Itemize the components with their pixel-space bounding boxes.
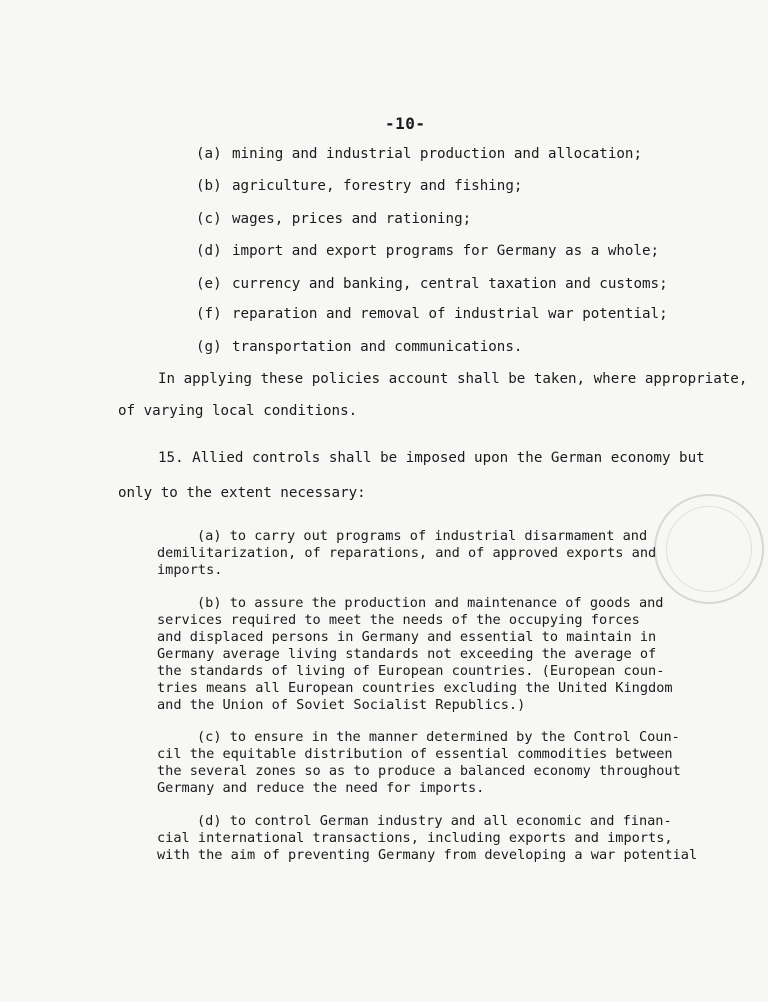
list-letter: (a)	[196, 146, 222, 162]
list-text: agriculture, forestry and fishing;	[232, 178, 523, 194]
subsection-c-line: the several zones so as to produce a balanced economy throughout	[157, 763, 681, 779]
list-letter: (e)	[196, 276, 222, 292]
list-letter: (d)	[196, 243, 222, 259]
subsection-b-line: tries means all European countries excluding the United Kingdom	[157, 680, 673, 696]
list-letter: (g)	[196, 339, 222, 355]
list-text: wages, prices and rationing;	[232, 211, 472, 227]
list-letter: (b)	[196, 178, 222, 194]
list-item	[196, 243, 659, 259]
subsection-b-line: Germany average living standards not exceeding the average of	[157, 646, 657, 662]
subsection-b-line: (b) to assure the production and maintenance of goods and	[197, 595, 664, 611]
list-item	[196, 276, 668, 292]
list-letter: (c)	[196, 211, 222, 227]
subsection-a-line: (a) to carry out programs of industrial disarmament and	[197, 528, 648, 544]
subsection-c-line: (c) to ensure in the manner determined by the Control Coun-	[197, 729, 680, 745]
subsection-d-line: with the aim of preventing Germany from developing a war potential	[157, 847, 698, 863]
subsection-b-line: services required to meet the needs of the occupying forces	[157, 612, 640, 628]
applying-line-1: In applying these policies account shall be taken, where appropriate,	[158, 371, 748, 387]
subsection-b-line: and the Union of Soviet Socialist Republics.)	[157, 697, 526, 713]
subsection-b-line: and displaced persons in Germany and essential to maintain in	[157, 629, 657, 645]
subsection-b-line: the standards of living of European countries. (European coun-	[157, 663, 665, 679]
list-text: reparation and removal of industrial war potential;	[232, 306, 668, 322]
subsection-d-line: (d) to control German industry and all economic and finan-	[197, 813, 672, 829]
archive-stamp	[654, 494, 764, 604]
page-number: -10-	[385, 114, 426, 133]
section-15-line-1: 15. Allied controls shall be imposed upon the German economy but	[158, 450, 705, 466]
applying-line-2: of varying local conditions.	[118, 403, 358, 419]
subsection-d-line: cial international transactions, including exports and imports,	[157, 830, 673, 846]
list-item	[196, 339, 522, 355]
list-item	[196, 211, 471, 227]
subsection-c-line: Germany and reduce the need for imports.	[157, 780, 485, 796]
list-letter: (f)	[196, 306, 222, 322]
subsection-a-line: demilitarization, of reparations, and of approved exports and	[157, 545, 657, 561]
list-item	[196, 306, 668, 322]
subsection-c-line: cil the equitable distribution of essential commodities between	[157, 746, 673, 762]
list-text: import and export programs for Germany as a whole;	[232, 243, 660, 259]
list-text: currency and banking, central taxation and customs;	[232, 276, 668, 292]
list-item	[196, 178, 522, 194]
list-text: transportation and communications.	[232, 339, 523, 355]
list-text: mining and industrial production and allocation;	[232, 146, 642, 162]
list-item	[196, 146, 642, 162]
section-15-line-2: only to the extent necessary:	[118, 485, 366, 501]
subsection-a-line: imports.	[157, 562, 223, 578]
